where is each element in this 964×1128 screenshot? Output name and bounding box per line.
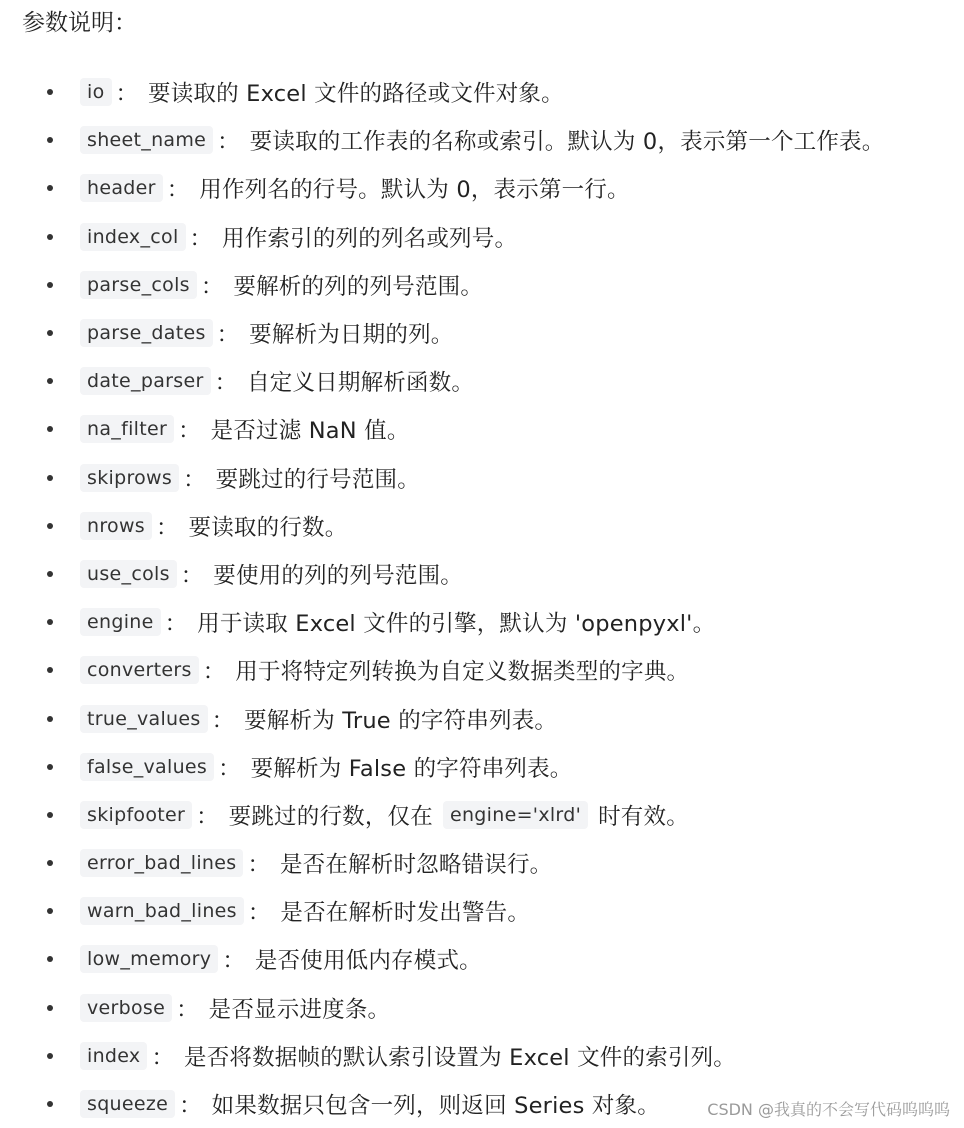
bullet-icon: [47, 378, 53, 384]
bullet-icon: [47, 282, 53, 288]
param-name-code: io: [80, 78, 112, 106]
list-item: [0, 646, 884, 694]
separator: ：: [115, 81, 139, 108]
list-item: [0, 116, 884, 164]
bullet-icon: [47, 619, 53, 625]
param-description: 要跳过的行数，仅在: [228, 803, 433, 830]
param-name-code: parse_cols: [80, 271, 197, 299]
param-description: 用于将特定列转换为自定义数据类型的字典。: [235, 659, 690, 686]
list-item: [0, 791, 884, 839]
bullet-icon: [47, 1005, 53, 1011]
param-description: 要解析为 True 的字符串列表。: [244, 707, 558, 734]
param-description: 要读取的行数。: [188, 514, 348, 541]
separator: ：: [166, 177, 190, 204]
separator: ：: [178, 418, 201, 445]
list-item: [0, 68, 884, 116]
bullet-icon: [47, 956, 53, 962]
param-name-code: date_parser: [80, 367, 211, 395]
param-description: 要读取的 Excel 文件的路径或文件对象。: [148, 81, 564, 108]
param-name-code: skiprows: [80, 464, 179, 492]
list-item: [0, 213, 884, 261]
separator: ：: [196, 803, 219, 830]
list-item: [0, 839, 884, 887]
param-name-code: false_values: [80, 753, 214, 781]
param-name-code: converters: [80, 656, 199, 684]
param-name-code: low_memory: [80, 945, 218, 973]
separator: ：: [222, 948, 245, 975]
separator: ：: [211, 707, 235, 734]
param-description: 是否在解析时发出警告。: [280, 900, 531, 927]
list-item: [0, 454, 884, 502]
bullet-icon: [47, 716, 53, 722]
bullet-icon: [47, 234, 53, 240]
list-item: [0, 502, 884, 550]
list-item: [0, 164, 884, 212]
param-description: 是否显示进度条。: [208, 996, 391, 1023]
list-item: [0, 1032, 884, 1080]
bullet-icon: [47, 908, 53, 914]
bullet-icon: [47, 667, 53, 673]
bullet-icon: [47, 330, 53, 336]
list-item: [0, 309, 884, 357]
separator: ：: [218, 755, 241, 782]
parameter-list: [0, 68, 884, 1128]
list-item: [0, 261, 884, 309]
separator: ：: [164, 611, 188, 638]
separator: ：: [183, 466, 206, 493]
bullet-icon: [47, 89, 53, 95]
list-item: [0, 550, 884, 598]
param-name-code: sheet_name: [80, 126, 213, 154]
section-heading: 参数说明：: [22, 10, 137, 36]
param-name-code: squeeze: [80, 1090, 175, 1118]
param-name-code: index: [80, 1042, 147, 1070]
param-name-code: parse_dates: [80, 319, 213, 347]
bullet-icon: [47, 523, 53, 529]
bullet-icon: [47, 860, 53, 866]
bullet-icon: [47, 185, 53, 191]
separator: ：: [180, 562, 204, 589]
param-description: 是否将数据帧的默认索引设置为 Excel 文件的索引列。: [184, 1044, 737, 1071]
param-description: 自定义日期解析函数。: [247, 370, 475, 397]
param-description: 要解析为 False 的字符串列表。: [250, 755, 573, 782]
param-description: 是否过滤 NaN 值。: [210, 418, 410, 445]
param-description: 用于读取 Excel 文件的引擎，默认为 'openpyxl'。: [197, 611, 716, 638]
param-description: 要跳过的行号范围。: [215, 466, 420, 493]
separator: ：: [176, 996, 199, 1023]
bullet-icon: [47, 137, 53, 143]
param-description: 是否使用低内存模式。: [254, 948, 482, 975]
param-name-code: na_filter: [80, 415, 174, 443]
bullet-icon: [47, 571, 53, 577]
separator: ：: [202, 659, 226, 686]
list-item: [0, 694, 884, 742]
param-description: 用作列名的行号。默认为 0，表示第一行。: [199, 177, 630, 204]
param-description-suffix: 时有效。: [598, 803, 689, 830]
separator: ：: [156, 514, 179, 541]
param-name-code: header: [80, 174, 163, 202]
list-item: [0, 984, 884, 1032]
list-item: [0, 357, 884, 405]
separator: ：: [200, 273, 224, 300]
separator: ：: [217, 129, 240, 156]
watermark: CSDN @我真的不会写代码呜呜呜: [707, 1100, 950, 1119]
param-name-code: true_values: [80, 705, 208, 733]
list-item: [0, 935, 884, 983]
bullet-icon: [47, 764, 53, 770]
param-description: 用作索引的列的列名或列号。: [222, 225, 518, 252]
separator: ：: [216, 322, 240, 349]
param-name-code: verbose: [80, 994, 172, 1022]
list-item: [0, 743, 884, 791]
param-name-code: warn_bad_lines: [80, 897, 244, 925]
separator: ：: [151, 1044, 174, 1071]
param-description: 要读取的工作表的名称或索引。默认为 0，表示第一个工作表。: [249, 129, 885, 156]
separator: ：: [247, 900, 271, 927]
param-name-code: engine: [80, 608, 161, 636]
param-description: 是否在解析时忽略错误行。: [279, 852, 553, 879]
param-description: 要解析的列的列号范围。: [233, 273, 484, 300]
param-description: 要解析为日期的列。: [249, 322, 454, 349]
list-item: [0, 405, 884, 453]
inline-code: engine='xlrd': [443, 801, 588, 829]
param-name-code: nrows: [80, 512, 152, 540]
param-name-code: index_col: [80, 223, 186, 251]
bullet-icon: [47, 812, 53, 818]
param-name-code: use_cols: [80, 560, 177, 588]
bullet-icon: [47, 426, 53, 432]
separator: ：: [189, 225, 213, 252]
separator: ：: [214, 370, 238, 397]
list-item: [0, 887, 884, 935]
param-name-code: skipfooter: [80, 801, 192, 829]
param-name-code: error_bad_lines: [80, 849, 243, 877]
bullet-icon: [47, 1101, 53, 1107]
bullet-icon: [47, 475, 53, 481]
param-description: 如果数据只包含一列，则返回 Series 对象。: [211, 1093, 660, 1120]
list-item: [0, 598, 884, 646]
param-description: 要使用的列的列号范围。: [213, 562, 463, 589]
separator: ：: [179, 1093, 202, 1120]
bullet-icon: [47, 1053, 53, 1059]
separator: ：: [247, 852, 270, 879]
